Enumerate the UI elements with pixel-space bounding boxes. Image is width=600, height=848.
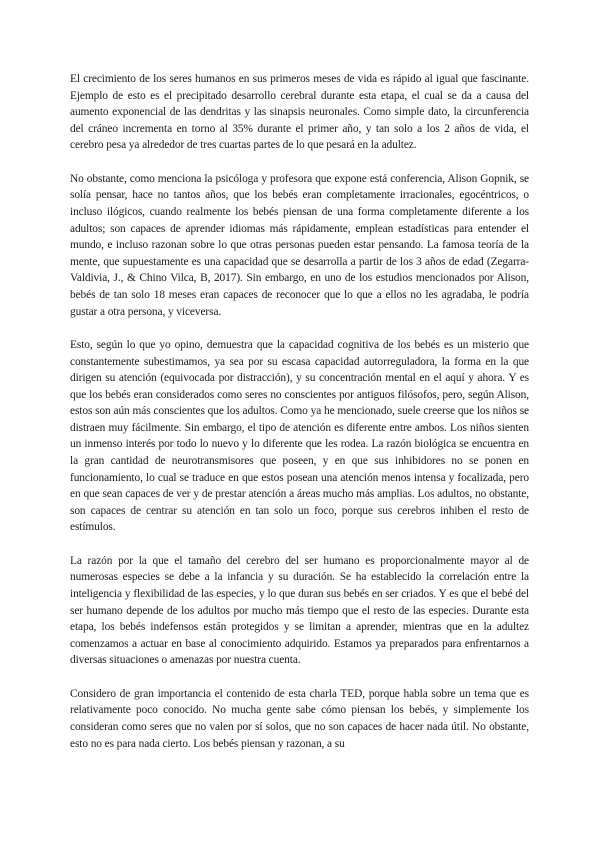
document-body [70, 71, 529, 769]
paragraph-4: La razón por la que el tamaño del cerebro del ser humano es proporcionalmente mayor al de numerosas especies se debe a la infancia y su duración. Se ha establecido la correlación entre la inteligencia y flexibilidad de las especies, y lo que duran sus bebés en ser criados. Y es que el bebé del ser humano depende de los adultos por mucho más tiempo que el resto de las especies. Durante esta etapa, los bebés indefensos están protegidos y se limitan a aprender, mientras que en la adultez comenzamos a actuar en base al conocimiento adquirido. Estamos ya preparados para enfrentarnos a diversas situaciones o amenazas por nuestra cuenta. [70, 554, 529, 667]
paragraph-1: El crecimiento de los seres humanos en sus primeros meses de vida es rápido al igual que fascinante. Ejemplo de esto es el precipitado desarrollo cerebral durante esta etapa, el cual se da a causa del aumento exponencial de las dendritas y las sinapsis neuronales. Como simple dato, la circunferencia del cráneo incrementa en torno al 35% durante el primer año, y tan solo a los 2 años de vida, el cerebro pesa ya alrededor de tres cuartas partes de lo que pesará en la adultez. [70, 73, 529, 152]
paragraph-5: Considero de gran importancia el contenido de esta charla TED, porque habla sobre un tema que es relativamente poco conocido. No mucha gente sabe cómo piensan los bebés, y simplemente los consideran como seres que no valen por sí solos, que no son capaces de hacer nada útil. No obstante, esto no es para nada cierto. Los bebés piensan y razonan, a su [70, 687, 529, 750]
paragraph-3: Esto, según lo que yo opino, demuestra que la capacidad cognitiva de los bebés es un misterio que constantemente subestimamos, ya sea por su escasa capacidad autorreguladora, la forma en la que dirigen su atención (equivocada por distracción), y su concentración mental en el aquí y ahora. Y es que los bebés eran considerados como seres no conscientes por antiguos filósofos, pero, según Alison, estos son aún más conscientes que los adultos. Como ya he mencionado, suele creerse que los niños se distraen muy fácilmente. Sin embargo, el tipo de atención es diferente entre ambos. Los niños sienten un inmenso interés por todo lo nuevo y lo diferente que les rodea. La razón biológica se encuentra en la gran cantidad de neurotransmisores que poseen, y en que sus inhibidores no se ponen en funcionamiento, lo cual se traduce en que estos posean una atención menos intensa y focalizada, pero en que sean capaces de ver y de prestar atención a áreas mucho más amplias. Los adultos, no obstante, son capaces de centrar su atención en tan solo un foco, porque sus cerebros inhiben el resto de estímulos. [70, 338, 529, 534]
paragraph-2: No obstante, como menciona la psicóloga y profesora que expone está conferencia, Alison Gopnik, se solía pensar, hace no tantos años, que los bebés eran completamente irracionales, egocéntricos, o incluso ilógicos, cuando realmente los bebés piensan de una forma completamente diferente a los adultos; son capaces de aprender idiomas más rápidamente, emplean estadísticas para entender el mundo, e incluso razonan sobre lo que otras personas pueden estar pensando. La famosa teoría de la mente, que supuestamente es una capacidad que se desarrolla a partir de los 3 años de edad (Zegarra-Valdivia, J., & Chino Vilca, B, 2017). Sin embargo, en uno de los estudios mencionados por Alison, bebés de tan solo 18 meses eran capaces de reconocer que lo que a ellos no les agradaba, le podría gustar a otra persona, y viceversa. [70, 172, 529, 318]
